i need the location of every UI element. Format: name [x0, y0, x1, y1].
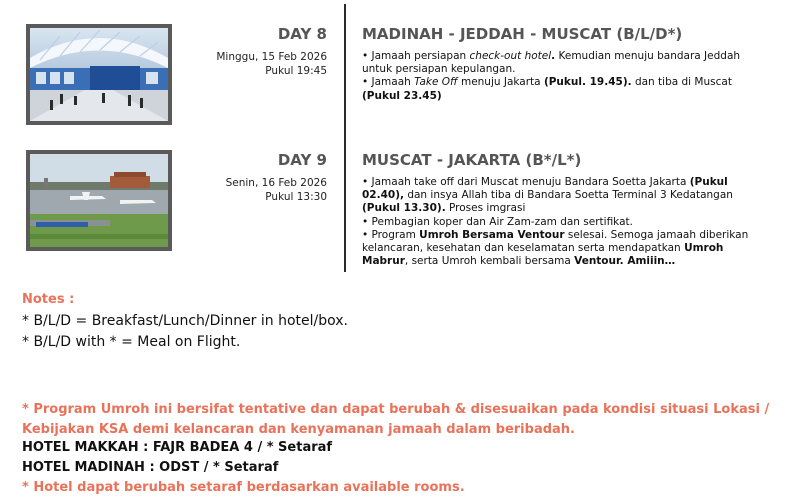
- note-line: * B/L/D with * = Meal on Flight.: [22, 334, 241, 350]
- description-paragraph: [362, 229, 762, 269]
- description-run: Proses imgrasi: [445, 202, 526, 215]
- day-8-description: [362, 50, 762, 103]
- description-run: (Pukul 02.40),: [362, 176, 728, 202]
- description-run: menuju Jakarta: [457, 76, 544, 89]
- description-paragraph: [362, 216, 762, 229]
- airport-apron-photo: [26, 150, 172, 251]
- description-paragraph: [362, 176, 762, 216]
- hotel-madinah: HOTEL MADINAH : ODST / * Setaraf: [22, 460, 279, 475]
- notes-title: Notes :: [22, 292, 75, 307]
- description-run: • Jamaah persiapan: [362, 50, 470, 62]
- description-run: Take Off: [414, 76, 458, 89]
- description-run: .: [551, 50, 556, 62]
- airport-terminal-photo: [26, 24, 172, 125]
- day-9-label: DAY 9: [277, 151, 327, 169]
- hotel-makkah: HOTEL MAKKAH : FAJR BADEA 4 / * Setaraf: [22, 440, 333, 455]
- description-paragraph: [362, 76, 762, 102]
- description-run: Umroh Mabrur: [362, 242, 724, 268]
- description-run: Kemudian menuju bandara Jeddah untuk persiapan kepulangan.: [362, 50, 741, 76]
- day-9-date-text: Senin, 16 Feb 2026: [225, 177, 327, 189]
- hotel-note: * Hotel dapat berubah setaraf berdasarkan available rooms.: [22, 480, 465, 495]
- day-8-date: [216, 50, 327, 78]
- description-run: • Jamaah: [362, 76, 415, 89]
- description-run: , serta Umroh kembali bersama: [404, 255, 575, 268]
- disclaimer-text: * Program Umroh ini bersifat tentative dan dapat berubah & disesuaikan pada kondisi situasi Lokasi / Kebijakan KSA demi kelancaran dan kenyamanan jamaah dalam beribadah.: [22, 402, 770, 437]
- description-run: dan insya Allah tiba di Bandara Soetta Terminal 3 Kedatangan: [404, 189, 733, 202]
- description-run: • Program: [362, 228, 420, 241]
- description-run: • Pembagian koper dan Air Zam-zam dan sertifikat.: [362, 215, 633, 228]
- day-9-description: [362, 176, 762, 268]
- day-9-date: [226, 176, 327, 204]
- description-run: dan tiba di Muscat: [631, 76, 732, 89]
- description-run: Umroh Bersama Ventour: [419, 228, 565, 241]
- description-paragraph: [362, 50, 762, 76]
- description-run: Ventour. Amiiin…: [574, 255, 676, 268]
- description-run: (Pukul 13.30).: [362, 202, 446, 215]
- day-8-title: MADINAH - JEDDAH - MUSCAT (B/L/D*): [362, 25, 683, 43]
- day-8-label: DAY 8: [277, 25, 327, 43]
- day-8-date-text: Minggu, 15 Feb 2026: [216, 51, 327, 63]
- day-9-time-text: Pukul 13:30: [265, 191, 327, 203]
- day-8-time-text: Pukul 19:45: [265, 65, 327, 77]
- description-run: check-out hotel: [469, 50, 552, 62]
- description-run: (Pukul. 19.45).: [543, 76, 632, 89]
- day-9-title: MUSCAT - JAKARTA (B*/L*): [362, 151, 582, 169]
- description-run: • Jamaah take off dari Muscat menuju Bandara Soetta Jakarta: [362, 176, 690, 188]
- note-line: * B/L/D = Breakfast/Lunch/Dinner in hotel/box.: [22, 313, 348, 329]
- description-run: selesai. Semoga jamaah diberikan kelancaran, kesehatan dan keselamatan serta mendapatkan: [362, 228, 749, 255]
- description-run: (Pukul 23.45): [362, 89, 442, 102]
- timeline-divider: [344, 4, 346, 272]
